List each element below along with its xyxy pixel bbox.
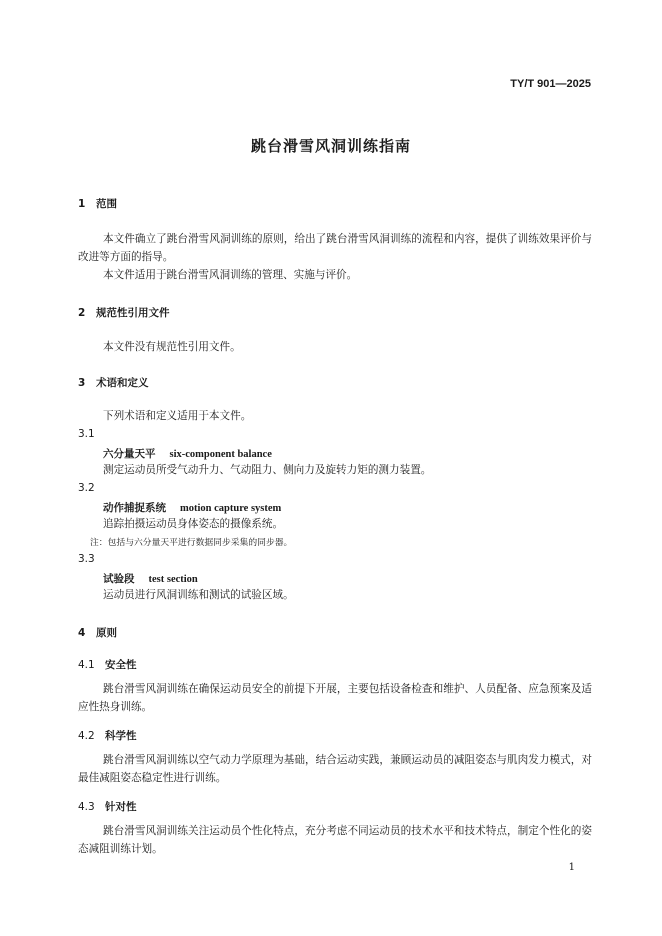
document-title: 跳台滑雪风洞训练指南: [250, 137, 411, 155]
section-1-paragraph-1: 本文件确立了跳台滑雪风洞训练的原则，给出了跳台滑雪风洞训练的流程和内容，提供了训练效果评价与改进等方面的指导。: [78, 233, 592, 263]
section-title: 范围: [96, 198, 117, 210]
term-name: [103, 500, 281, 515]
term-en: motion capture system: [180, 503, 282, 514]
section-1-paragraph-2: 本文件适用于跳台滑雪风洞训练的管理、实施与评价。: [103, 269, 358, 281]
standard-code: TY/T 901—2025: [510, 78, 591, 90]
section-title: 术语和定义: [96, 377, 149, 389]
term-en: six-component balance: [169, 449, 272, 460]
section-2-paragraph-1: 本文件没有规范性引用文件。: [103, 341, 241, 353]
subsection-number: 4.2: [78, 730, 95, 742]
section-1-heading: [78, 196, 117, 211]
subsection-paragraph: 跳台滑雪风洞训练以空气动力学原理为基础，结合运动实践，兼顾运动员的减阻姿态与肌肉发力模式，对最佳减阻姿态稳定性进行训练。: [78, 754, 592, 784]
section-number: 1: [78, 198, 86, 210]
term-zh: 动作捕捉系统: [103, 502, 166, 514]
term-name: [103, 571, 198, 586]
subsection-number: 4.3: [78, 801, 95, 813]
section-number: 3: [78, 377, 86, 389]
term-zh: 六分量天平: [103, 448, 156, 460]
subsection-paragraph: 跳台滑雪风洞训练在确保运动员安全的前提下开展，主要包括设备检查和维护、人员配备、应急预案及适应性热身训练。: [78, 683, 592, 713]
subsection-title: 科学性: [105, 730, 137, 742]
section-title: 原则: [96, 627, 117, 639]
subsection-heading: [78, 657, 137, 672]
section-4-heading: [78, 625, 117, 640]
subsection-title: 针对性: [105, 801, 137, 813]
page-number: 1: [568, 862, 575, 873]
term-number: 3.3: [78, 553, 95, 565]
section-title: 规范性引用文件: [96, 307, 170, 319]
term-definition: 追踪拍摄运动员身体姿态的摄像系统。: [103, 518, 284, 530]
subsection-paragraph: 跳台滑雪风洞训练关注运动员个性化特点，充分考虑不同运动员的技术水平和技术特点，制定个性化的姿态减阻训练计划。: [78, 825, 592, 855]
section-number: 2: [78, 307, 86, 319]
term-zh: 试验段: [103, 573, 135, 585]
subsection-heading: [78, 728, 137, 743]
term-number: 3.1: [78, 428, 95, 440]
section-number: 4: [78, 627, 86, 639]
subsection-heading: [78, 799, 137, 814]
section-3-heading: [78, 375, 149, 390]
term-name: [103, 446, 272, 461]
section-3-paragraph-1: 下列术语和定义适用于本文件。: [103, 410, 252, 422]
term-note: 注：包括与六分量天平进行数据同步采集的同步器。: [90, 538, 293, 548]
subsection-title: 安全性: [105, 659, 137, 671]
term-definition: 运动员进行风洞训练和测试的试验区域。: [103, 589, 294, 601]
term-number: 3.2: [78, 482, 95, 494]
term-definition: 测定运动员所受气动升力、气动阻力、侧向力及旋转力矩的测力装置。: [103, 464, 432, 476]
subsection-number: 4.1: [78, 659, 95, 671]
term-en: test section: [148, 574, 198, 585]
section-2-heading: [78, 305, 170, 320]
